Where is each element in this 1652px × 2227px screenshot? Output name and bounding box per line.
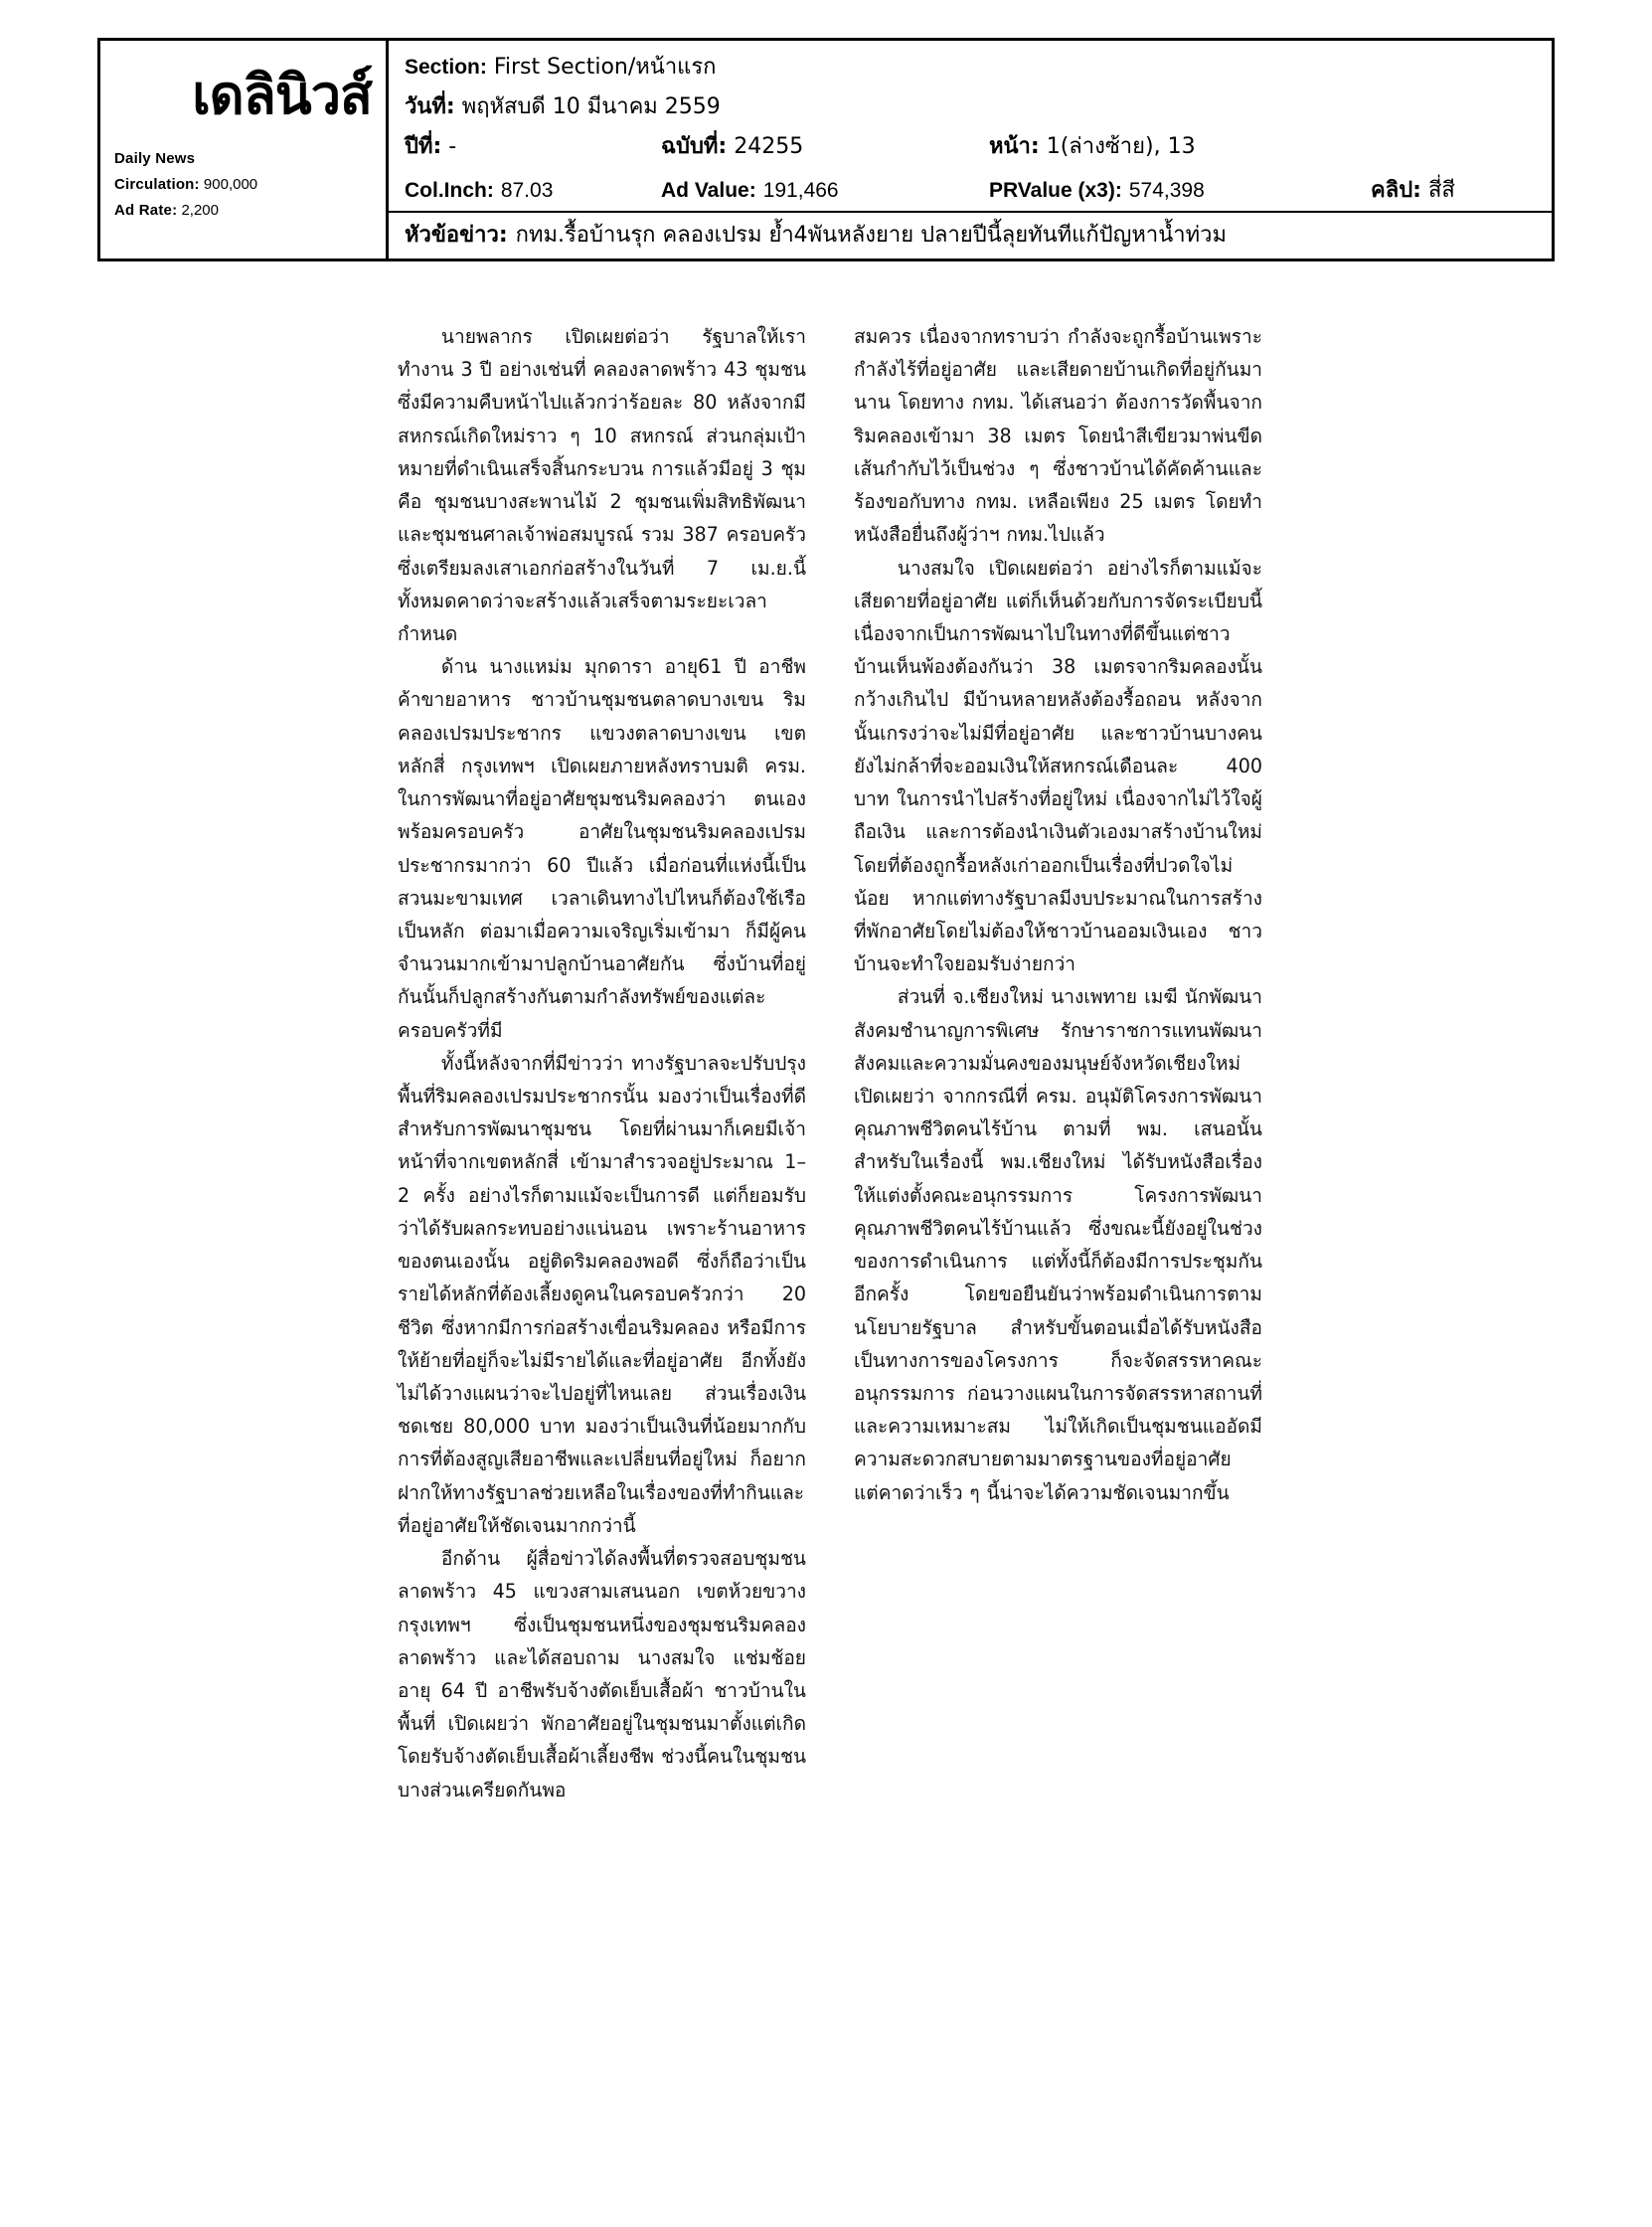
issue-cell (661, 128, 989, 163)
paragraph: นางสมใจ เปิดเผยต่อว่า อย่างไรก็ตามแม้จะเสียดายที่อยู่อาศัย แต่ก็เห็นด้วยกับการจัดระเบียบนี้ เนื่องจากเป็นการพัฒนาไปในทางที่ดีขึ้นแต่ชาวบ้านเห็นพ้องต้องกันว่า 38 เมตรจากริมคลองนั้นกว้างเกินไป มีบ้านหลายหลังต้องรื้อถอน หลังจากนั้นเกรงว่าจะไม่มีที่อยู่อาศัย และชาวบ้านบางคนยังไม่กล้าที่จะออมเงินให้สหกรณ์เดือนละ 400 บาท ในการนำไปสร้างที่อยู่ใหม่ เนื่องจากไม่ไว้ใจผู้ถือเงิน และการต้องนำเงินตัวเองมาสร้างบ้านใหม่ โดยที่ต้องถูกรื้อหลังเก่าออกเป็นเรื่องที่ปวดใจไม่น้อย หากแต่ทางรัฐบาลมีงบประมาณในการสร้างที่พักอาศัยโดยไม่ต้องให้ชาวบ้านออมเงินเอง ชาวบ้านจะทำใจยอมรับง่ายกว่า (854, 556, 1262, 976)
colinch-label: Col.Inch: (405, 179, 494, 202)
prvalue-value: 574,398 (1128, 179, 1205, 202)
clip-label: คลิป: (1371, 178, 1421, 203)
paragraph: อีกด้าน ผู้สื่อข่าวได้ลงพื้นที่ตรวจสอบชุมชนลาดพร้าว 45 แขวงสามเสนนอก เขตห้วยขวาง กรุงเทพฯ ซึ่งเป็นชุมชนหนึ่งของชุมชนริมคลองลาดพร้าว และได้สอบถาม นางสมใจ แช่มช้อย อายุ 64 ปี อาชีพรับจ้างตัดเย็บเสื้อผ้า ชาวบ้านในพื้นที่ เปิดเผยว่า พักอาศัยอยู่ในชุมชนมาตั้งแต่เกิด โดยรับจ้างตัดเย็บเสื้อผ้าเลี้ยงชีพ ช่วงนี้คนในชุมชนบางส่วนเครียดกันพอ (398, 1547, 806, 1801)
advalue-cell (661, 179, 989, 203)
colinch-value: 87.03 (500, 179, 554, 202)
paragraph: ด้าน นางแหม่ม มุกดารา อายุ61 ปี อาชีพค้าขายอาหาร ชาวบ้านชุมชนตลาดบางเขน ริมคลองเปรมประชากร แขวงตลาดบางเขน เขตหลักสี่ กรุงเทพฯ เปิดเผยภายหลังทราบมติ ครม. ในการพัฒนาที่อยู่อาศัยชุมชนริมคลองว่า ตนเองพร้อมครอบครัว อาศัยในชุมชนริมคลองเปรมประชากรมากว่า 60 ปีแล้ว เมื่อก่อนที่แห่งนี้เป็นสวนมะขามเทศ เวลาเดินทางไปไหนก็ต้องใช้เรือเป็นหลัก ต่อมาเมื่อความเจริญเริ่มเข้ามา ก็มีผู้คนจำนวนมากเข้ามาปลูกบ้านอาศัยกัน ซึ่งบ้านที่อยู่กันนั้นก็ปลูกสร้างกันตามกำลังทรัพย์ของแต่ละครอบครัวที่มี (398, 655, 806, 1042)
clipping-header-box (97, 38, 1555, 261)
advalue-label: Ad Value: (661, 179, 756, 202)
clip-value: สี่สี (1427, 178, 1455, 203)
circulation-label: Circulation: (114, 176, 200, 194)
section-cell (405, 49, 1540, 84)
paragraph: สมควร เนื่องจากทราบว่า กำลังจะถูกรื้อบ้านเพราะกำลังไร้ที่อยู่อาศัย และเสียดายบ้านเกิดที่อยู่กันมานาน โดยทาง กทม. ได้เสนอว่า ต้องการวัดพื้นจากริมคลองเข้ามา 38 เมตร โดยนำสีเขียวมาพ่นขีดเส้นกำกับไว้เป็นช่วง ๆ ซึ่งชาวบ้านได้คัดค้านและร้องขอกับทาง กทม. เหลือเพียง 25 เมตร โดยทำหนังสือยื่นถึงผู้ว่าฯ กทม.ไปแล้ว (854, 325, 1262, 547)
headline-label: หัวข้อข่าว: (405, 223, 508, 248)
paragraph: ส่วนที่ จ.เชียงใหม่ นางเพทาย เมฆี นักพัฒนาสังคมชำนาญการพิเศษ รักษาราชการแทนพัฒนาสังคมและความมั่นคงของมนุษย์จังหวัดเชียงใหม่ เปิดเผยว่า จากกรณีที่ ครม. อนุมัติโครงการพัฒนาคุณภาพชีวิตคนไร้บ้าน ตามที่ พม. เสนอนั้น สำหรับในเรื่องนี้ พม.เชียงใหม่ ได้รับหนังสือเรื่องให้แต่งตั้งคณะอนุกรรมการ โครงการพัฒนาคุณภาพชีวิตคนไร้บ้านแล้ว ซึ่งขณะนี้ยังอยู่ในช่วงของการดำเนินการ แต่ทั้งนี้ก็ต้องมีการประชุมกันอีกครั้ง โดยขอยืนยันว่าพร้อมดำเนินการตามนโยบายรัฐบาล สำหรับขั้นตอนเมื่อได้รับหนังสือเป็นทางการของโครงการ ก็จะจัดสรรหาคณะอนุกรรมการ ก่อนวางแผนในการจัดสรรหาสถานที่และความเหมาะสม ไม่ให้เกิดเป็นชุมชนแออัดมีความสะดวกสบายตามมาตรฐานของที่อยู่อาศัย แต่คาดว่าเร็ว ๆ นี้น่าจะได้ความชัดเจนมากขึ้น (854, 985, 1262, 1504)
masthead-panel (100, 41, 389, 258)
advalue-value: 191,466 (762, 179, 839, 202)
circulation-value: 900,000 (203, 176, 258, 194)
year-issue-page-row (389, 128, 1552, 168)
ad-rate-label: Ad Rate: (114, 201, 178, 219)
value-metrics-row (389, 168, 1552, 213)
clipping-info-panel (389, 41, 1552, 258)
section-value: First Section/หน้าแรก (493, 55, 717, 80)
date-label: วันที่: (405, 94, 455, 119)
prvalue-cell (989, 179, 1371, 203)
circulation-line (114, 172, 372, 198)
paragraph: นายพลากร เปิดเผยต่อว่า รัฐบาลให้เราทำงาน 3 ปี อย่างเช่นที่ คลองลาดพร้าว 43 ชุมชน ซึ่งมีความคืบหน้าไปแล้วกว่าร้อยละ 80 หลังจากมีสหกรณ์เกิดใหม่ราว ๆ 10 สหกรณ์ ส่วนกลุ่มเป้าหมายที่ดำเนินเสร็จสิ้นกระบวน การแล้วมีอยู่ 3 ชุม คือ ชุมชนบางสะพานไม้ 2 ชุมชนเพิ่มสิทธิพัฒนา และชุมชนศาลเจ้าพ่อสมบูรณ์ รวม 387 ครอบครัว ซึ่งเตรียมลงเสาเอกก่อสร้างในวันที่ 7 เม.ย.นี้ ทั้งหมดคาดว่าจะสร้างแล้วเสร็จตามระยะเวลากำหนด (398, 325, 806, 645)
issue-label: ฉบับที่: (661, 134, 728, 159)
article-column-right (854, 320, 1262, 1806)
year-value: - (448, 134, 457, 159)
section-label: Section: (405, 56, 487, 79)
headline-value: กทม.รื้อบ้านรุก คลองเปรม ย้ำ4พันหลังยาย ปลายปีนี้ลุยทันทีแก้ปัญหาน้ำท่วม (515, 223, 1227, 248)
newspaper-logo: เดลินิวส์ (192, 64, 372, 126)
year-cell (405, 128, 661, 163)
year-label: ปีที่: (405, 134, 442, 159)
ad-rate-line (114, 198, 372, 224)
prvalue-label: PRValue (x3): (989, 179, 1122, 202)
date-cell (405, 88, 1540, 123)
page-value: 1(ล่างซ้าย), 13 (1046, 134, 1196, 159)
page-label: หน้า: (989, 134, 1040, 159)
colinch-cell (405, 179, 661, 203)
issue-value: 24255 (734, 134, 804, 159)
date-value: พฤหัสบดี 10 มีนาคม 2559 (461, 94, 721, 119)
clip-cell (1371, 172, 1540, 207)
paper-name-text: Daily News (114, 150, 196, 168)
section-row (389, 49, 1552, 88)
page-cell (989, 128, 1540, 163)
ad-rate-value: 2,200 (181, 201, 219, 219)
article-body (398, 320, 1262, 1806)
masthead-metadata (114, 146, 372, 223)
date-row (389, 88, 1552, 128)
article-column-left (398, 320, 806, 1806)
headline-row (389, 213, 1552, 258)
paper-name (114, 146, 372, 172)
paragraph: ทั้งนี้หลังจากที่มีข่าวว่า ทางรัฐบาลจะปรับปรุงพื้นที่ริมคลองเปรมประชากรนั้น มองว่าเป็นเรื่องที่ดีสำหรับการพัฒนาชุมชน โดยที่ผ่านมาก็เคยมีเจ้าหน้าที่จากเขตหลักสี่ เข้ามาสำรวจอยู่ประมาณ 1–2 ครั้ง อย่างไรก็ตามแม้จะเป็นการดี แต่ก็ยอมรับว่าได้รับผลกระทบอย่างแน่นอน เพราะร้านอาหารของตนเองนั้น อยู่ติดริมคลองพอดี ซึ่งก็ถือว่าเป็นรายได้หลักที่ต้องเลี้ยงดูคนในครอบครัวกว่า 20 ชีวิต ซึ่งหากมีการก่อสร้างเขื่อนริมคลอง หรือมีการให้ย้ายที่อยู่ก็จะไม่มีรายได้และที่อยู่อาศัย อีกทั้งยังไม่ได้วางแผนว่าจะไปอยู่ที่ไหนเลย ส่วนเรื่องเงินชดเชย 80,000 บาท มองว่าเป็นเงินที่น้อยมากกับการที่ต้องสูญเสียอาชีพและเปลี่ยนที่อยู่ใหม่ ก็อยากฝากให้ทางรัฐบาลช่วยเหลือในเรื่องของที่ทำกินและที่อยู่อาศัยให้ชัดเจนมากกว่านี้ (398, 1051, 806, 1537)
